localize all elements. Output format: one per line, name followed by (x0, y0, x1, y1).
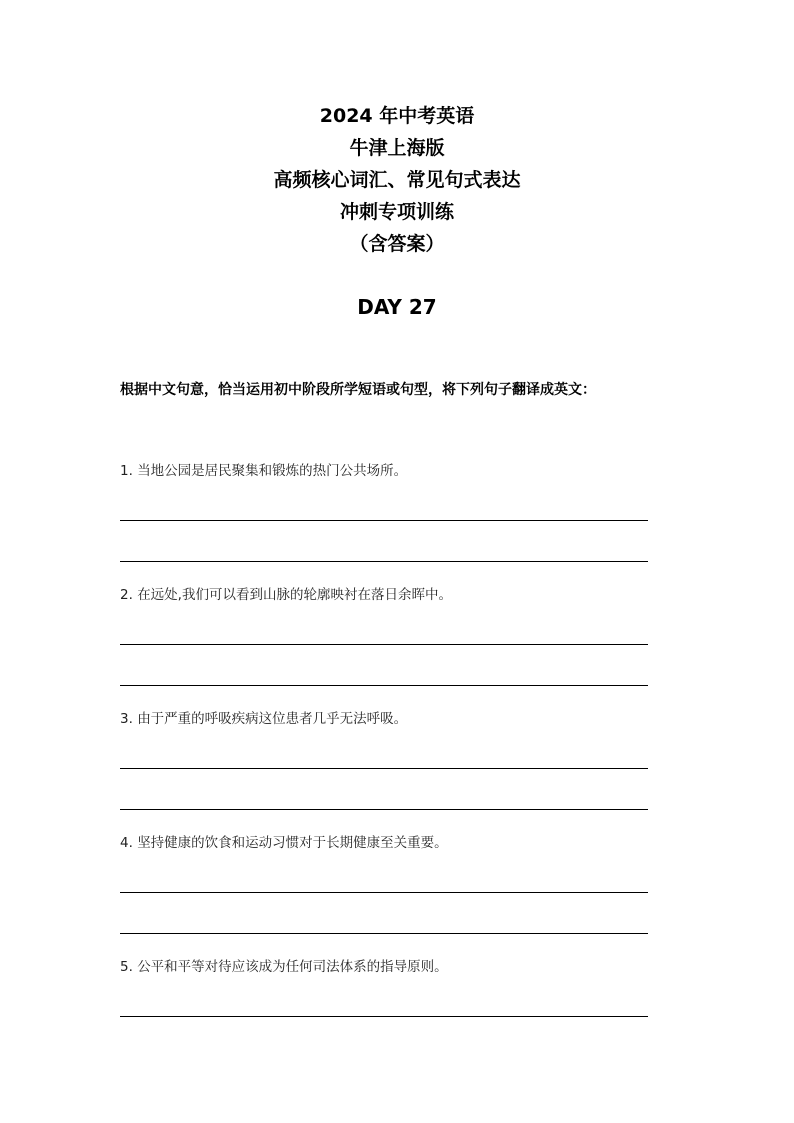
question-3 (120, 709, 660, 729)
question-text: 在远处,我们可以看到山脉的轮廓映衬在落日余晖中。 (137, 587, 452, 603)
title-line-training: 冲刺专项训练 (339, 201, 454, 223)
answer-line[interactable] (120, 644, 648, 645)
title-line-answers: （含答案） (349, 233, 445, 255)
answer-line[interactable] (120, 768, 648, 769)
instruction-text: 根据中文句意，恰当运用初中阶段所学短语或句型，将下列句子翻译成英文： (120, 382, 596, 398)
question-2 (120, 585, 660, 605)
answer-line[interactable] (120, 809, 648, 810)
question-1 (120, 461, 660, 481)
answer-line[interactable] (120, 561, 648, 562)
answer-line[interactable] (120, 685, 648, 686)
question-4 (120, 833, 660, 853)
question-text: 坚持健康的饮食和运动习惯对于长期健康至关重要。 (137, 835, 448, 851)
question-number: 3. (120, 711, 133, 727)
title-block (0, 100, 794, 260)
question-number: 1. (120, 463, 133, 479)
question-5 (120, 957, 660, 977)
answer-line[interactable] (120, 892, 648, 893)
question-text: 公平和平等对待应该成为任何司法体系的指导原则。 (137, 959, 448, 975)
title-line-year: 2024 年中考英语 (319, 105, 475, 127)
question-number: 4. (120, 835, 133, 851)
day-title: DAY 27 (357, 295, 437, 319)
answer-line[interactable] (120, 520, 648, 521)
question-number: 2. (120, 587, 133, 603)
title-line-topic: 高频核心词汇、常见句式表达 (273, 169, 521, 191)
question-text: 由于严重的呼吸疾病这位患者几乎无法呼吸。 (137, 711, 408, 727)
title-line-edition: 牛津上海版 (349, 137, 445, 159)
question-text: 当地公园是居民聚集和锻炼的热门公共场所。 (137, 463, 408, 479)
answer-line[interactable] (120, 933, 648, 934)
answer-line[interactable] (120, 1016, 648, 1017)
question-number: 5. (120, 959, 133, 975)
